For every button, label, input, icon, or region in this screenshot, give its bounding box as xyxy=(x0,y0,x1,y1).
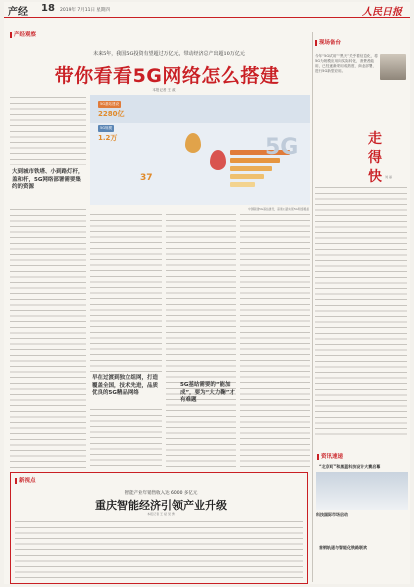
body-text-column xyxy=(315,185,407,435)
page-number: 18 xyxy=(41,3,55,14)
subhead-3: 5G基站需要的“能加成”，要为“大力鞠”才有难题 xyxy=(180,382,235,403)
commentary-author: 刘 丽 xyxy=(385,175,392,179)
sidebar-column-tag: 现场备台 xyxy=(315,40,341,46)
news-photo-block xyxy=(316,472,408,572)
body-text-column xyxy=(90,212,162,372)
article-headline: 带你看看5G网络怎么搭建 xyxy=(54,65,280,87)
subhead-1: 大到城市铁塔、小到路灯杆，盖和杆，5G网络部署需要集约的资源 xyxy=(12,169,84,190)
map-pin-icon xyxy=(185,133,201,153)
body-text-column xyxy=(15,519,303,581)
infographic-bar xyxy=(230,174,264,179)
main-column-tag: 产经观察 xyxy=(10,32,36,38)
photo-caption: 科技国际市场启动 xyxy=(316,512,348,517)
subhead-2: 早在过渡到独立组网，打造覆盖全国，技术先进，品质优良的5G精品网络 xyxy=(92,375,159,396)
paper-logo: 人民日报 xyxy=(362,7,402,18)
featured-article-box xyxy=(10,472,308,584)
commentary-title: 走得快 xyxy=(368,131,382,185)
featured-column-tag: 新视点 xyxy=(15,478,36,484)
column-divider xyxy=(312,32,313,582)
body-text-column xyxy=(166,212,236,469)
news-photo xyxy=(316,472,408,510)
article-byline: 本报记者 王 政 xyxy=(152,88,176,92)
infographic-tag: 5G基站建设 xyxy=(100,102,119,106)
news-headline: “北京町”和黑蓝科技设计大赛启幕 xyxy=(319,464,381,469)
body-text-column xyxy=(10,95,86,165)
5g-infographic xyxy=(90,95,310,205)
featured-byline: 本报记者 王 斌 吴 勇 xyxy=(147,512,175,516)
5g-logo: 5G xyxy=(265,135,299,160)
page-header xyxy=(4,2,410,18)
body-text-column xyxy=(90,407,162,469)
map-pin-icon xyxy=(210,150,226,170)
news-headline: 首钢轨道与智能化铁路联欢 xyxy=(319,545,367,550)
featured-kicker: 智能产业年销售收入达 6000 多亿元 xyxy=(124,491,198,496)
commentary-sidebar xyxy=(315,40,407,440)
issue-date: 2019年 7月11日 星期四 xyxy=(60,8,110,13)
newspaper-page xyxy=(4,2,410,584)
infographic-caption: 中国联通5G基站建设，高速公路实现5G网络覆盖 xyxy=(247,207,309,211)
infographic-value: 37 xyxy=(140,173,153,183)
author-photo xyxy=(380,54,406,80)
body-text-column xyxy=(240,212,310,469)
infographic-bar xyxy=(230,182,255,187)
featured-headline: 重庆智能经济引领产业升级 xyxy=(95,499,227,512)
infographic-value: 2280亿 xyxy=(98,110,125,118)
section-name: 产经 xyxy=(8,7,28,18)
article-kicker: 未来5年，我国5G投资有望超过万亿元，带动经济总产出超10万亿元 xyxy=(93,51,245,57)
infographic-value: 1.2万 xyxy=(98,134,118,142)
sidebar-intro: 今年“5G试用”“黑天”关乎着信息化，将5G为规模应用向实际转化，消费者能用，已经逐渐采用成熟度，商业部署，进行5G新型应用。 xyxy=(315,54,378,73)
infographic-tag: 5G规模 xyxy=(100,126,112,130)
infographic-bar xyxy=(230,166,272,171)
body-text-column xyxy=(10,207,86,469)
news-column-tag: 资讯速递 xyxy=(317,454,343,460)
